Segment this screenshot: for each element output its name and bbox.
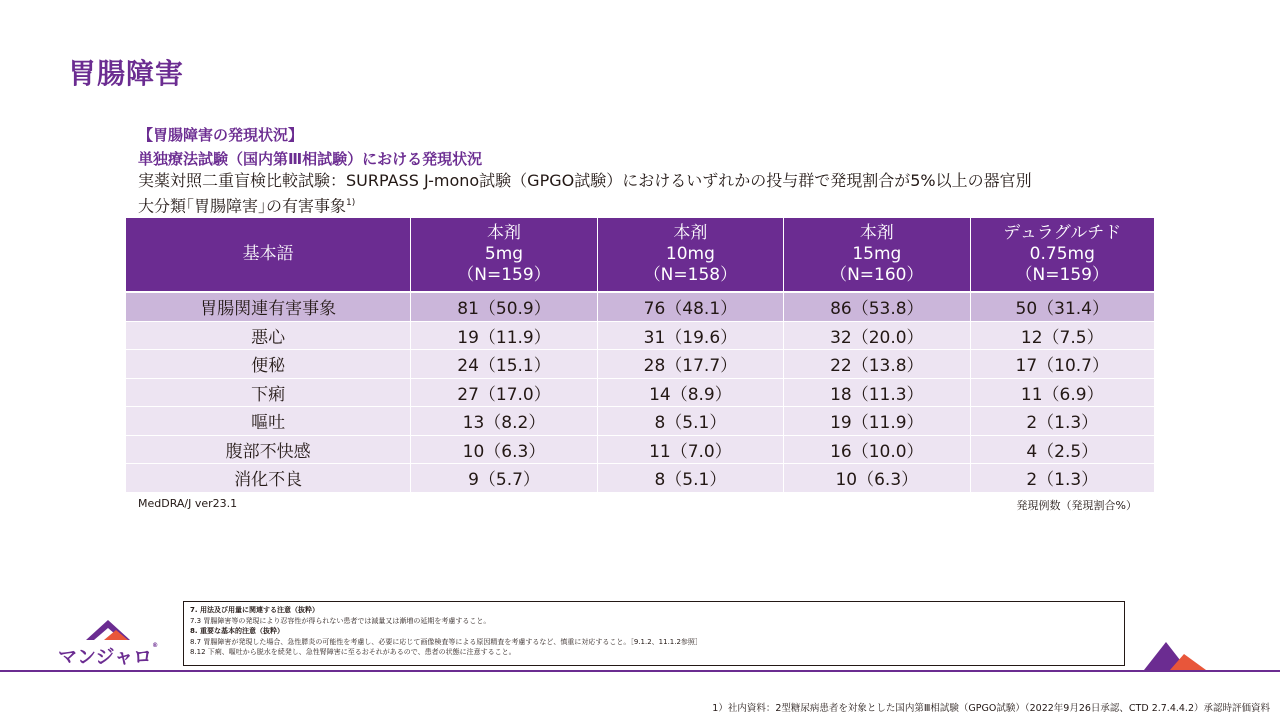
table-cell: 50（31.4） [970, 292, 1154, 321]
registered-mark: ® [152, 642, 159, 649]
table-row [126, 292, 1154, 321]
header-5mg [411, 218, 597, 292]
reference-footnote: 1）社内資料：2型糖尿病患者を対象とした国内第Ⅲ相試験（GPGO試験）（2022年9月26日承認、CTD 2.7.4.4.2）承認時評価資料 [712, 703, 1270, 714]
table-cell: 11（6.9） [970, 378, 1154, 407]
header-line: 15mg [852, 244, 902, 264]
precaution-heading: 8. 重要な基本的注意（抜粋） [190, 627, 284, 635]
table-row [126, 378, 1154, 407]
description-line-1: 実薬対照二重盲検比較試験：SURPASS J-mono試験（GPGO試験）におけるいずれかの投与群で発現割合が5%以上の器官別 [138, 171, 1032, 190]
header-15mg [784, 218, 970, 292]
table-cell: 便秘 [126, 350, 411, 379]
table-row [126, 350, 1154, 379]
table-cell: 22（13.8） [784, 350, 970, 379]
brand-name: マンジャロ [58, 646, 153, 668]
table-cell: 18（11.3） [784, 378, 970, 407]
header-line: （N=159） [1015, 265, 1109, 285]
table-cell: 10（6.3） [784, 464, 970, 492]
header-line: 0.75mg [1029, 244, 1095, 264]
table-cell: 11（7.0） [597, 435, 783, 464]
table-cell: 2（1.3） [970, 464, 1154, 492]
table-row [126, 464, 1154, 492]
header-preferred-term: 基本語 [126, 218, 411, 292]
table-cell: 31（19.6） [597, 321, 783, 350]
table-cell: 32（20.0） [784, 321, 970, 350]
table-cell: 嘔吐 [126, 407, 411, 436]
header-line: （N=159） [457, 265, 551, 285]
header-line: 本剤 [487, 223, 521, 243]
table-cell: 2（1.3） [970, 407, 1154, 436]
table-cell: 86（53.8） [784, 292, 970, 321]
table-cell: 17（10.7） [970, 350, 1154, 379]
table-cell: 16（10.0） [784, 435, 970, 464]
header-10mg [597, 218, 783, 292]
precaution-text: 8.12 下痢、嘔吐から脱水を続発し、急性腎障害に至るおそれがあるので、患者の状態に注意すること。 [190, 648, 516, 656]
header-line: 10mg [665, 244, 715, 264]
precaution-text: 8.7 胃腸障害が発現した場合、急性膵炎の可能性を考慮し、必要に応じて画像検査等による原因精査を考慮するなど、慎重に対応すること。［9.1.2、11.1.2参照］ [190, 637, 702, 646]
footer-divider [0, 670, 1280, 672]
precaution-text: 7.3 胃腸障害等の発現により忍容性が得られない患者では減量又は漸増の延期を考慮すること。 [190, 616, 491, 625]
table-cell: 10（6.3） [411, 435, 597, 464]
table-cell: 4（2.5） [970, 435, 1154, 464]
table-row [126, 435, 1154, 464]
table-cell: 81（50.9） [411, 292, 597, 321]
table-cell: 12（7.5） [970, 321, 1154, 350]
table-cell: 13（8.2） [411, 407, 597, 436]
table-cell: 下痢 [126, 378, 411, 407]
adverse-events-table [126, 218, 1154, 492]
study-description [138, 170, 1148, 217]
brand-logo-text [58, 642, 158, 669]
header-line: 5mg [484, 244, 524, 264]
table-cell: 9（5.7） [411, 464, 597, 492]
meddra-version-note: MedDRA/J ver23.1 [138, 497, 238, 510]
section-heading: 【胃腸障害の発現状況】 [138, 126, 304, 144]
table-row [126, 407, 1154, 436]
section-subheading: 単独療法試験（国内第Ⅲ相試験）における発現状況 [138, 150, 483, 168]
table-cell: 28（17.7） [597, 350, 783, 379]
table-cell: 14（8.9） [597, 378, 783, 407]
footnote-ref: 1) [346, 198, 356, 208]
precaution-heading: 7. 用法及び用量に関連する注意（抜粋） [190, 606, 319, 614]
page-title: 胃腸障害 [68, 57, 185, 90]
table-cell: 消化不良 [126, 464, 411, 492]
table-cell: 76（48.1） [597, 292, 783, 321]
table-cell: 8（5.1） [597, 407, 783, 436]
header-line: 本剤 [859, 223, 894, 243]
table-cell: 24（15.1） [411, 350, 597, 379]
table-cell: 胃腸関連有害事象 [126, 292, 411, 321]
header-line: デュラグルチド [1003, 223, 1122, 243]
table-cell: 19（11.9） [411, 321, 597, 350]
table-cell: 19（11.9） [784, 407, 970, 436]
header-line: （N=158） [643, 265, 738, 285]
table-row [126, 321, 1154, 350]
precautions-box [183, 601, 1125, 666]
table-cell: 8（5.1） [597, 464, 783, 492]
corner-brand-mark [1144, 640, 1210, 672]
header-line: （N=160） [830, 265, 924, 285]
description-line-2: 大分類｢胃腸障害｣の有害事象 [138, 196, 347, 216]
table-cell: 腹部不快感 [126, 435, 411, 464]
table-cell: 悪心 [126, 321, 411, 350]
header-dulaglutide [970, 218, 1154, 292]
table-header-row [126, 218, 1154, 292]
table-unit-note: 発現例数（発現割合%） [1016, 499, 1137, 512]
header-line: 本剤 [673, 223, 708, 243]
table-cell: 27（17.0） [411, 378, 597, 407]
